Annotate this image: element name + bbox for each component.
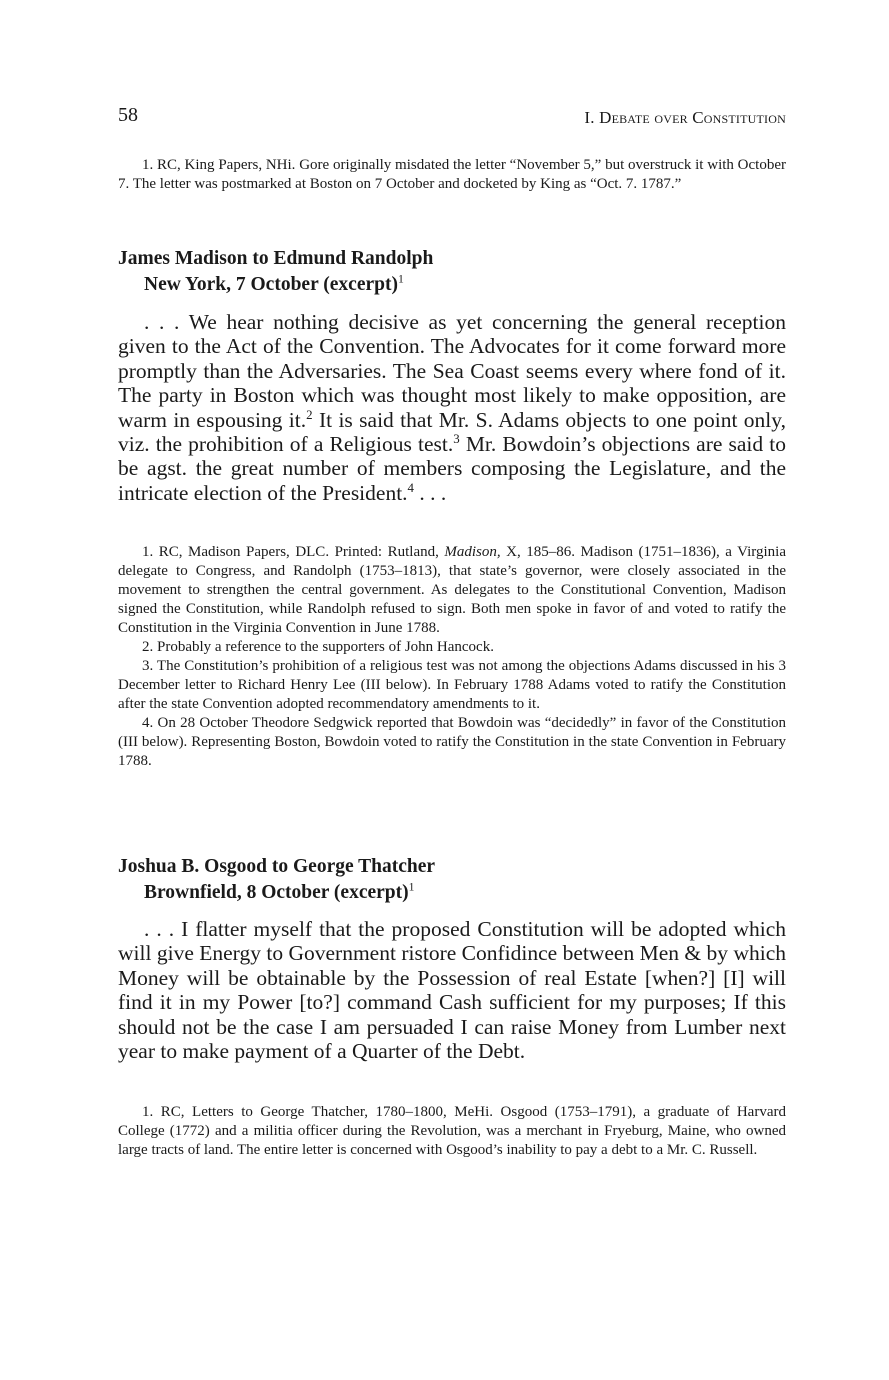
madison-heading-subtitle: New York, 7 October (excerpt)$^1$: [144, 272, 404, 295]
footnote-2: 2. Probably a reference to the supporters of John Hancock.: [142, 639, 494, 655]
footnote-1: 1. RC, King Papers, NHi. Gore originally misdated the letter “November 5,” but overstruck it with October 7. The letter was postmarked at Boston on 7 October and docketed by King as “Oct. 7. 1787.”: [118, 157, 786, 192]
footnote-4: 4. On 28 October Theodore Sedgwick reported that Bowdoin was “decidedly” in favor of the Constitution (III below). Representing Boston, Bowdoin voted to ratify the Constitution in the state Convention in February 1788.: [118, 715, 786, 769]
page-number: 58: [118, 104, 138, 126]
running-head: I. Debate over Constitution: [584, 108, 786, 127]
madison-footnotes: [118, 543, 786, 771]
osgood-footnotes: [118, 1103, 786, 1160]
madison-letter-text: . . . We hear nothing decisive as yet concerning the general reception given to the Act of the Convention. The Advocates for it come forward more promptly than the Adversaries. The Sea Coast seems every where fond of it. The party in Boston which was thought most likely to make opposition, are warm in espousing it.$^2$ It is said that Mr. S. Adams objects to one point only, viz. the prohibition of a Religious test.$^3$ Mr. Bowdoin’s objections are said to be agst. the great number of members composing the Legislature, and the intricate election of the President.$^4$ . . .: [118, 310, 786, 505]
page-header: [118, 104, 786, 134]
osgood-letter-text: . . . I flatter myself that the proposed Constitution will be adopted which will give Energy to Government ristore Confidince between Men & by which Money will be obtainable by the Possession of real Estate [when?] [I] will find it in my Power [to?] command Cash sufficient for my purposes; If this should not be the case I am persuaded I can raise Money from Lumber next year to make payment of a Quarter of the Debt.: [118, 917, 786, 1064]
madison-heading: [118, 246, 786, 298]
osgood-heading-title: Joshua B. Osgood to George Thatcher: [118, 856, 436, 877]
footnote-1: 1. RC, Letters to George Thatcher, 1780–1800, MeHi. Osgood (1753–1791), a graduate of Harvard College (1772) and a militia officer during the Revolution, was a merchant in Fryeburg, Maine, who owned large tracts of land. The entire letter is concerned with Osgood’s inability to pay a debt to a Mr. C. Russell.: [118, 1104, 786, 1158]
madison-heading-title: James Madison to Edmund Randolph: [118, 248, 434, 269]
footnote-1: 1. RC, Madison Papers, DLC. Printed: Rutland, Madison, X, 185–86. Madison (1751–1836), a Virginia delegate to Congress, and Randolph (1753–1813), that state’s governor, were closely associated in the movement to strengthen the central government. As delegates to the Constitutional Convention, Madison signed the Constitution, while Randolph refused to sign. Both men spoke in favor of and voted to ratify the Constitution in the Virginia Convention in June 1788.: [118, 544, 787, 636]
gore-footnote: [118, 156, 786, 194]
osgood-heading: [118, 854, 786, 906]
footnote-3: 3. The Constitution’s prohibition of a religious test was not among the objections Adams discussed in his 3 December letter to Richard Henry Lee (III below). In February 1788 Adams voted to ratify the Constitution after the state Convention adopted recommendatory amendments to it.: [118, 658, 786, 712]
osgood-heading-subtitle: Brownfield, 8 October (excerpt)$^1$: [144, 880, 415, 903]
